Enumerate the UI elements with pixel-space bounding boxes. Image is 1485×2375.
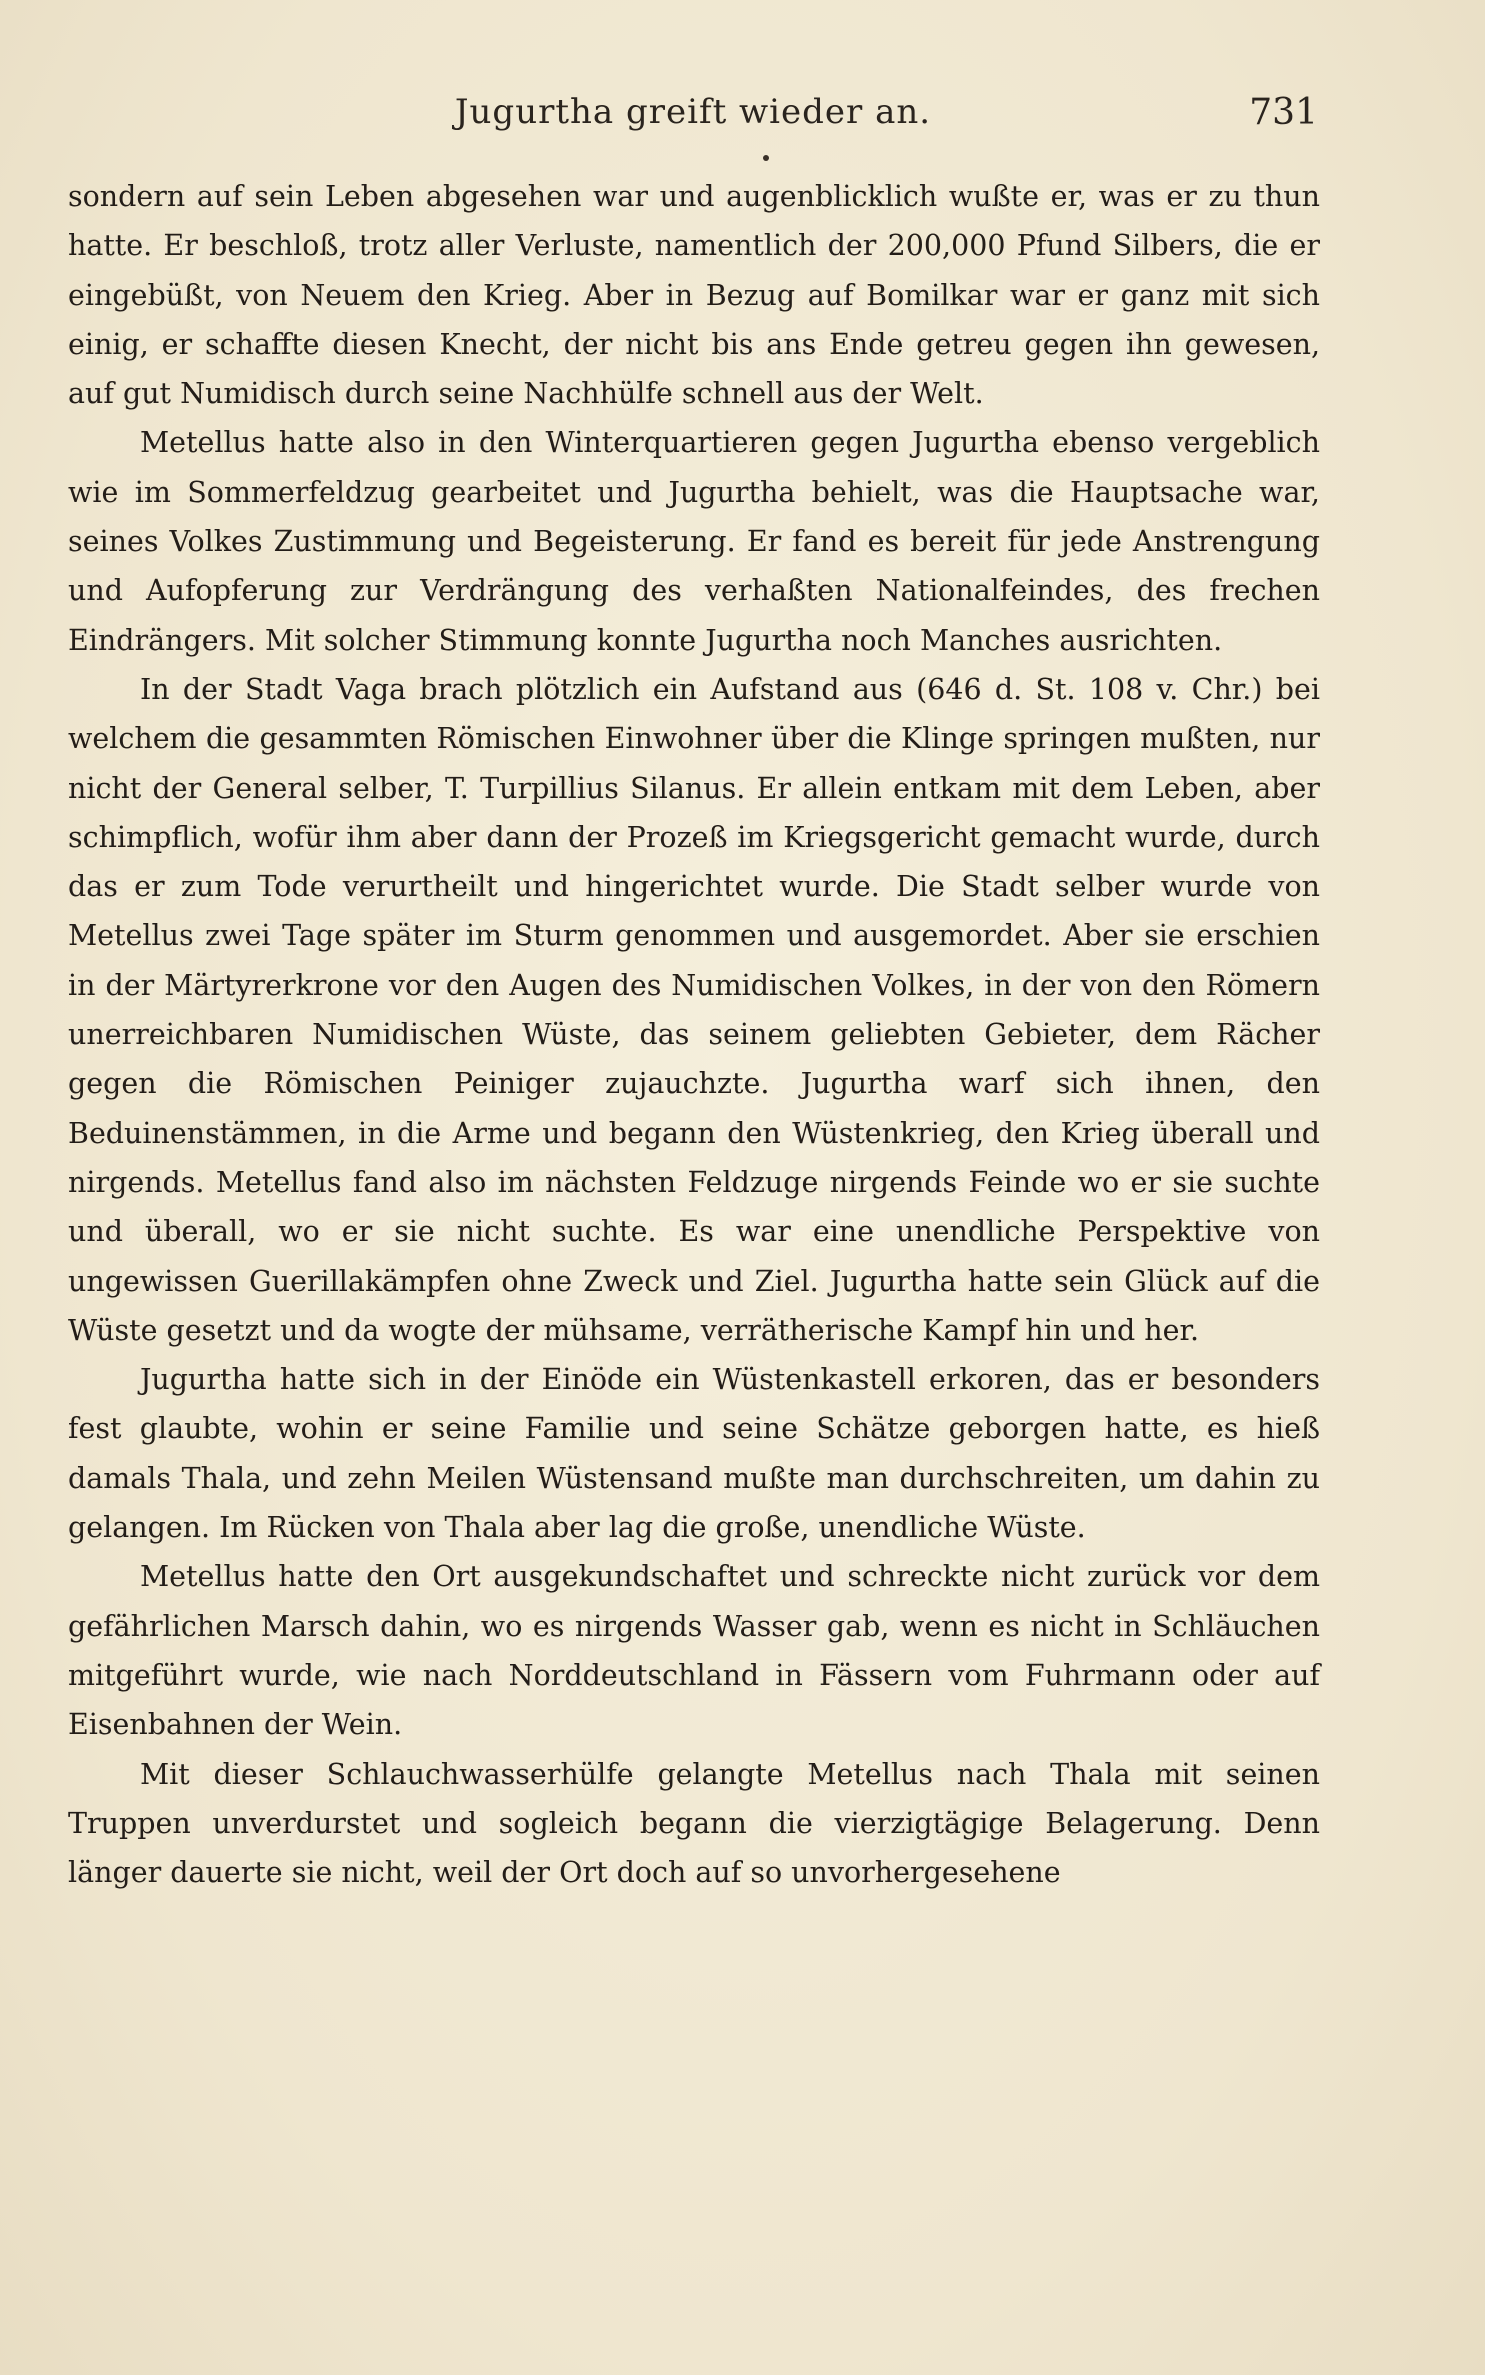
body-text <box>68 172 1320 1897</box>
paragraph: In der Stadt Vaga brach plötzlich ein Aufstand aus (646 d. St. 108 v. Chr.) bei welchem die gesammten Römischen Einwohner über die Klinge springen mußten, nur nicht der General selber, T. Turpillius Silanus. Er allein entkam mit dem Leben, aber schimpflich, wofür ihm aber dann der Prozeß im Kriegsgericht gemacht wurde, durch das er zum Tode verurtheilt und hingerichtet wurde. Die Stadt selber wurde von Metellus zwei Tage später im Sturm genommen und ausgemordet. Aber sie erschien in der Märtyrerkrone vor den Augen des Numidischen Volkes, in der von den Römern unerreichbaren Numidischen Wüste, das seinem geliebten Gebieter, dem Rächer gegen die Römischen Peiniger zujauchzte. Jugurtha warf sich ihnen, den Beduinenstämmen, in die Arme und begann den Wüstenkrieg, den Krieg überall und nirgends. Metellus fand also im nächsten Feldzuge nirgends Feinde wo er sie suchte und überall, wo er sie nicht suchte. Es war eine unendliche Perspektive von ungewissen Guerillakämpfen ohne Zweck und Ziel. Jugurtha hatte sein Glück auf die Wüste gesetzt und da wogte der mühsame, verrätherische Kampf hin und her. <box>68 672 1320 1347</box>
paragraph: Mit dieser Schlauchwasserhülfe gelangte Metellus nach Thala mit seinen Truppen unverdurstet und sogleich begann die vierzigtägige Belagerung. Denn länger dauerte sie nicht, weil der Ort doch auf so unvorhergesehene <box>68 1757 1320 1890</box>
page-number: 731 <box>1249 92 1318 133</box>
running-title: Jugurtha greift wieder an. <box>454 92 932 132</box>
paragraph: sondern auf sein Leben abgesehen war und augenblicklich wußte er, was er zu thun hatte. Er beschloß, trotz aller Verluste, namentlich der 200,000 Pfund Silbers, die er eingebüßt, von Neuem den Krieg. Aber in Bezug auf Bomilkar war er ganz mit sich einig, er schaffte diesen Knecht, der nicht bis ans Ende getreu gegen ihn gewesen, auf gut Numidisch durch seine Nachhülfe schnell aus der Welt. <box>68 180 1320 411</box>
running-head <box>68 92 1318 152</box>
paragraph: Metellus hatte den Ort ausgekundschaftet und schreckte nicht zurück vor dem gefährlichen Marsch dahin, wo es nirgends Wasser gab, wenn es nicht in Schläuchen mitgeführt wurde, wie nach Norddeutschland in Fässern vom Fuhrmann oder auf Eisenbahnen der Wein. <box>68 1560 1320 1742</box>
paragraph: Jugurtha hatte sich in der Einöde ein Wüstenkastell erkoren, das er besonders fest glaubte, wohin er seine Familie und seine Schätze geborgen hatte, es hieß damals Thala, und zehn Meilen Wüstensand mußte man durchschreiten, um dahin zu gelangen. Im Rücken von Thala aber lag die große, unendliche Wüste. <box>68 1363 1320 1545</box>
print-speck <box>763 155 769 161</box>
paragraph: Metellus hatte also in den Winterquartieren gegen Jugurtha ebenso vergeblich wie im Sommerfeldzug gearbeitet und Jugurtha behielt, was die Hauptsache war, seines Volkes Zustimmung und Begeisterung. Er fand es bereit für jede Anstrengung und Aufopferung zur Verdrängung des verhaßten Nationalfeindes, des frechen Eindrängers. Mit solcher Stimmung konnte Jugurtha noch Manches ausrichten. <box>68 426 1320 657</box>
